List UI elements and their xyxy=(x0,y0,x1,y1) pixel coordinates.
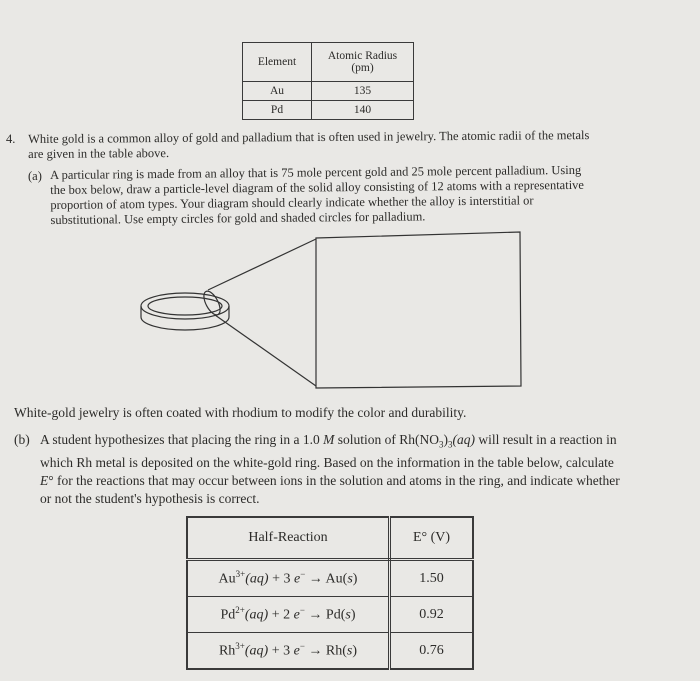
e-header: E° (V) xyxy=(390,517,474,560)
part-b-line xyxy=(40,431,690,454)
element-cell: Pd xyxy=(243,101,312,120)
ion-charge: 2+ xyxy=(235,605,245,616)
part-b-label: (b) xyxy=(14,432,30,447)
subscript: 3 xyxy=(447,439,453,450)
metal-symbol: Pd xyxy=(325,607,341,623)
part-b-text-segment: ° for the reactions that may occur between ions in the solution and atoms in the ring, and indicate whether xyxy=(48,472,620,488)
part-a-line: proportion of atom types. Your diagram should clearly indicate whether the alloy is interstitial or xyxy=(50,193,534,212)
part-b-text-segment: ) xyxy=(443,432,448,447)
element-cell: Au xyxy=(243,82,312,101)
radius-cell: 135 xyxy=(312,82,414,101)
ion-symbol: Rh xyxy=(218,643,236,659)
part-b-text-segment: solution of Rh(NO xyxy=(337,432,439,447)
part-a-line: the box below, draw a particle-level diagram of the solid alloy consisting of 12 atoms with a representative xyxy=(50,177,585,197)
reduction-potential-table xyxy=(186,516,474,670)
electron-count: 3 xyxy=(283,571,291,587)
part-b-line: which Rh metal is deposited on the white-gold ring. Based on the information in the table below, calculate xyxy=(40,454,614,470)
part-b-line xyxy=(40,472,690,490)
part-a-line: A particular ring is made from an alloy that is 75 mole percent gold and 25 mole percent palladium. Using xyxy=(50,162,582,182)
ion-charge: 3+ xyxy=(235,569,246,580)
atomic-radius-label: Atomic Radius xyxy=(327,50,398,62)
half-reaction-cell: $Rh^{3+}(aq) + 3$ e− → Rh(s) xyxy=(187,633,390,670)
part-b-text xyxy=(40,431,690,508)
electron-count: 3 xyxy=(283,643,291,659)
metal-symbol: Au xyxy=(325,571,343,587)
radius-cell: 140 xyxy=(312,101,414,120)
e-symbol: E xyxy=(40,472,49,488)
magnify-line xyxy=(215,315,316,386)
ring-icon xyxy=(141,289,229,330)
question-intro-line: White gold is a common alloy of gold and palladium that is often used in jewelry. The atomic radii of the metals xyxy=(28,128,590,146)
table-row xyxy=(187,597,473,633)
coating-text: White-gold jewelry is often coated with rhodium to modify the color and durability. xyxy=(14,405,467,420)
part-b-text-segment: will result in a reaction in xyxy=(478,432,617,447)
ion-charge: 3+ xyxy=(235,641,245,652)
table-row xyxy=(187,560,473,597)
aqueous-label: (aq) xyxy=(452,432,475,447)
half-reaction-cell: $Au^{3+}(aq) + 3$ e− → Au(s) xyxy=(187,560,390,597)
e-value-cell: 0.76 xyxy=(390,633,474,670)
half-reaction-cell: $Pd^{2+}(aq) + 2$ e− → Pd(s) xyxy=(187,597,390,633)
e-value-cell: 0.92 xyxy=(390,597,474,633)
question-number: 4. xyxy=(6,132,16,146)
aqueous-label: (aq) xyxy=(245,571,269,587)
aqueous-label: (aq) xyxy=(244,643,269,659)
question-intro-line: are given in the table above. xyxy=(28,146,170,161)
subscript: 3 xyxy=(438,439,444,450)
part-a-label: (a) xyxy=(28,169,42,183)
part-b-text-segment: A student hypothesizes that placing the ring in a 1.0 xyxy=(40,432,320,447)
magnify-line xyxy=(208,239,316,290)
half-reaction-header: Half-Reaction xyxy=(187,517,390,560)
part-b-line: or not the student's hypothesis is correct. xyxy=(40,490,260,506)
e-value-cell: 1.50 xyxy=(390,560,474,597)
element-header: Element xyxy=(243,43,312,82)
metal-symbol: Rh xyxy=(325,643,343,659)
atomic-radius-unit: (pm) xyxy=(351,62,374,74)
molarity-unit: M xyxy=(323,432,335,447)
electron-count: 2 xyxy=(283,607,291,623)
table-row xyxy=(187,633,473,670)
ion-symbol: Pd xyxy=(220,607,236,623)
ion-symbol: Au xyxy=(218,571,236,587)
part-a-line: substitutional. Use empty circles for gold and shaded circles for palladium. xyxy=(50,209,426,227)
aqueous-label: (aq) xyxy=(244,607,269,623)
drawing-box[interactable] xyxy=(316,232,521,388)
